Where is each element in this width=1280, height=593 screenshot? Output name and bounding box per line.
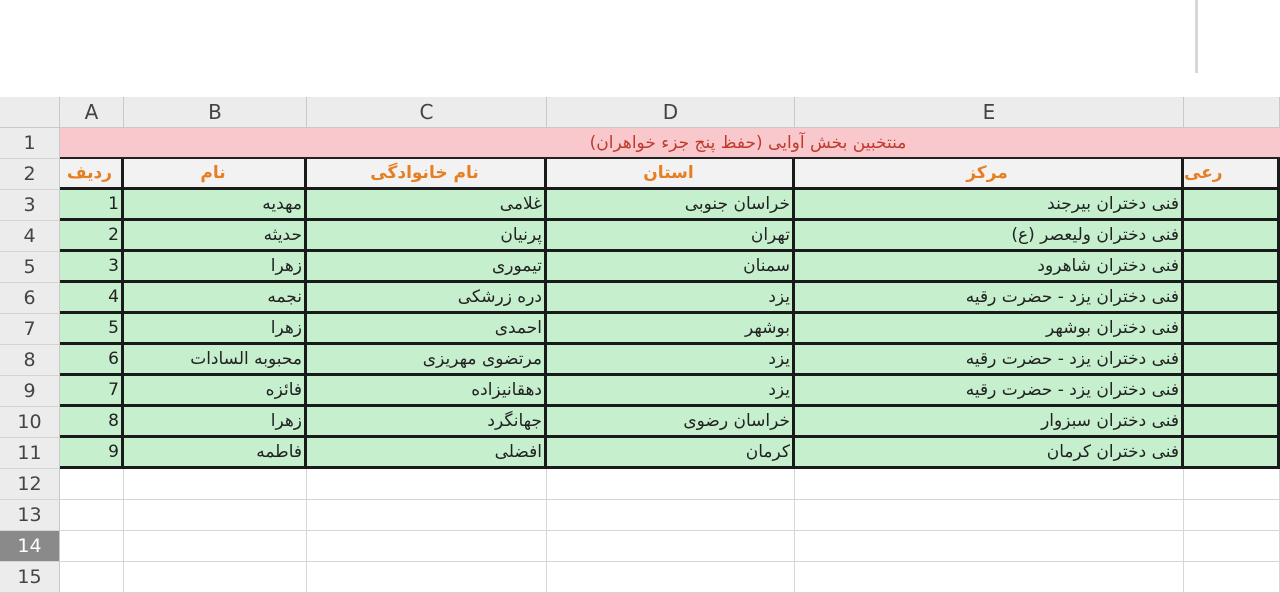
empty-cell[interactable]	[547, 469, 795, 500]
cell-family[interactable]: دره زرشکی	[307, 283, 547, 314]
title-cell[interactable]	[60, 128, 1280, 159]
empty-cell[interactable]	[307, 500, 547, 531]
header-cell-family[interactable]: نام خانوادگی	[307, 159, 547, 190]
column-header-c[interactable]: C	[307, 97, 547, 128]
cell-extra[interactable]	[1184, 314, 1280, 345]
empty-cell[interactable]	[124, 500, 307, 531]
row-header-5[interactable]: 5	[0, 252, 60, 283]
cell-family[interactable]: دهقانیزاده	[307, 376, 547, 407]
cell-extra[interactable]	[1184, 376, 1280, 407]
cell-family[interactable]: مرتضوی مهریزی	[307, 345, 547, 376]
cell-radif[interactable]: 5	[60, 314, 124, 345]
empty-cell[interactable]	[307, 531, 547, 562]
row-header-11[interactable]: 11	[0, 438, 60, 469]
cell-name[interactable]: زهرا	[124, 407, 307, 438]
cell-province[interactable]: تهران	[547, 221, 795, 252]
empty-cell[interactable]	[547, 500, 795, 531]
cell-radif[interactable]: 8	[60, 407, 124, 438]
cell-province[interactable]: کرمان	[547, 438, 795, 469]
app-top-area	[0, 0, 1280, 97]
column-header-d[interactable]: D	[547, 97, 795, 128]
cell-radif[interactable]: 6	[60, 345, 124, 376]
cell-name[interactable]: محبوبه السادات	[124, 345, 307, 376]
empty-cell[interactable]	[307, 469, 547, 500]
cell-radif[interactable]: 2	[60, 221, 124, 252]
sheet-title: منتخبین بخش آوایی (حفظ پنج جزء خواهران)	[589, 133, 907, 153]
cell-name[interactable]: زهرا	[124, 314, 307, 345]
empty-cell[interactable]	[1184, 562, 1280, 593]
cell-center[interactable]: فنی دختران یزد - حضرت رقیه	[795, 376, 1184, 407]
row-header-7[interactable]: 7	[0, 314, 60, 345]
empty-cell[interactable]	[795, 500, 1184, 531]
empty-cell[interactable]	[60, 562, 124, 593]
row-header-12[interactable]: 12	[0, 469, 60, 500]
cell-province[interactable]: خراسان جنوبی	[547, 190, 795, 221]
header-cell-extra[interactable]: رعی	[1184, 159, 1280, 190]
empty-cell[interactable]	[124, 562, 307, 593]
row-header-3[interactable]: 3	[0, 190, 60, 221]
cell-province[interactable]: بوشهر	[547, 314, 795, 345]
cell-radif[interactable]: 7	[60, 376, 124, 407]
row-header-2[interactable]: 2	[0, 159, 60, 190]
cell-family[interactable]: پرنیان	[307, 221, 547, 252]
cell-radif[interactable]: 4	[60, 283, 124, 314]
row-header-4[interactable]: 4	[0, 221, 60, 252]
empty-cell[interactable]	[1184, 500, 1280, 531]
empty-cell[interactable]	[547, 531, 795, 562]
cell-radif[interactable]: 9	[60, 438, 124, 469]
cell-name[interactable]: زهرا	[124, 252, 307, 283]
empty-cell[interactable]	[1184, 531, 1280, 562]
cell-province[interactable]: یزد	[547, 376, 795, 407]
cell-name[interactable]: فائزه	[124, 376, 307, 407]
cell-center[interactable]: فنی دختران شاهرود	[795, 252, 1184, 283]
header-cell-name[interactable]: نام	[124, 159, 307, 190]
row-header-15[interactable]: 15	[0, 562, 60, 593]
cell-province[interactable]: یزد	[547, 283, 795, 314]
row-header-14[interactable]: 14	[0, 531, 60, 562]
cell-extra[interactable]	[1184, 221, 1280, 252]
cell-name[interactable]: مهدیه	[124, 190, 307, 221]
empty-cell[interactable]	[60, 500, 124, 531]
cell-extra[interactable]	[1184, 190, 1280, 221]
row-header-10[interactable]: 10	[0, 407, 60, 438]
empty-cell[interactable]	[60, 531, 124, 562]
cell-center[interactable]: فنی دختران یزد - حضرت رقیه	[795, 283, 1184, 314]
column-header-f[interactable]	[1184, 97, 1280, 128]
cell-name[interactable]: فاطمه	[124, 438, 307, 469]
column-header-a[interactable]: A	[60, 97, 124, 128]
empty-cell[interactable]	[795, 562, 1184, 593]
cell-province[interactable]: خراسان رضوی	[547, 407, 795, 438]
cell-extra[interactable]	[1184, 283, 1280, 314]
empty-cell[interactable]	[124, 531, 307, 562]
cell-province[interactable]: سمنان	[547, 252, 795, 283]
header-cell-radif[interactable]: ردیف	[60, 159, 124, 190]
cell-name[interactable]: نجمه	[124, 283, 307, 314]
cell-family[interactable]: تیموری	[307, 252, 547, 283]
header-cell-center[interactable]: مرکز	[795, 159, 1184, 190]
toolbar-divider	[1195, 0, 1198, 73]
cell-extra[interactable]	[1184, 438, 1280, 469]
cell-province[interactable]: یزد	[547, 345, 795, 376]
cell-center[interactable]: فنی دختران سبزوار	[795, 407, 1184, 438]
cell-center[interactable]: فنی دختران کرمان	[795, 438, 1184, 469]
empty-cell[interactable]	[795, 469, 1184, 500]
empty-cell[interactable]	[547, 562, 795, 593]
cell-family[interactable]: افضلی	[307, 438, 547, 469]
cell-family[interactable]: احمدی	[307, 314, 547, 345]
column-header-e[interactable]: E	[795, 97, 1184, 128]
cell-extra[interactable]	[1184, 407, 1280, 438]
cell-center[interactable]: فنی دختران یزد - حضرت رقیه	[795, 345, 1184, 376]
row-header-1[interactable]: 1	[0, 128, 60, 159]
empty-cell[interactable]	[124, 469, 307, 500]
cell-center[interactable]: فنی دختران ولیعصر (ع)	[795, 221, 1184, 252]
cell-center[interactable]: فنی دختران بیرجند	[795, 190, 1184, 221]
empty-cell[interactable]	[307, 562, 547, 593]
cell-family[interactable]: غلامی	[307, 190, 547, 221]
row-header-6[interactable]: 6	[0, 283, 60, 314]
cell-family[interactable]: جهانگرد	[307, 407, 547, 438]
row-header-9[interactable]: 9	[0, 376, 60, 407]
cell-center[interactable]: فنی دختران بوشهر	[795, 314, 1184, 345]
select-all-corner[interactable]	[0, 97, 60, 128]
row-header-13[interactable]: 13	[0, 500, 60, 531]
column-header-b[interactable]: B	[124, 97, 307, 128]
row-header-8[interactable]: 8	[0, 345, 60, 376]
empty-cell[interactable]	[795, 531, 1184, 562]
cell-extra[interactable]	[1184, 252, 1280, 283]
empty-cell[interactable]	[60, 469, 124, 500]
cell-name[interactable]: حدیثه	[124, 221, 307, 252]
empty-cell[interactable]	[1184, 469, 1280, 500]
cell-extra[interactable]	[1184, 345, 1280, 376]
header-cell-province[interactable]: استان	[547, 159, 795, 190]
cell-radif[interactable]: 3	[60, 252, 124, 283]
cell-radif[interactable]: 1	[60, 190, 124, 221]
